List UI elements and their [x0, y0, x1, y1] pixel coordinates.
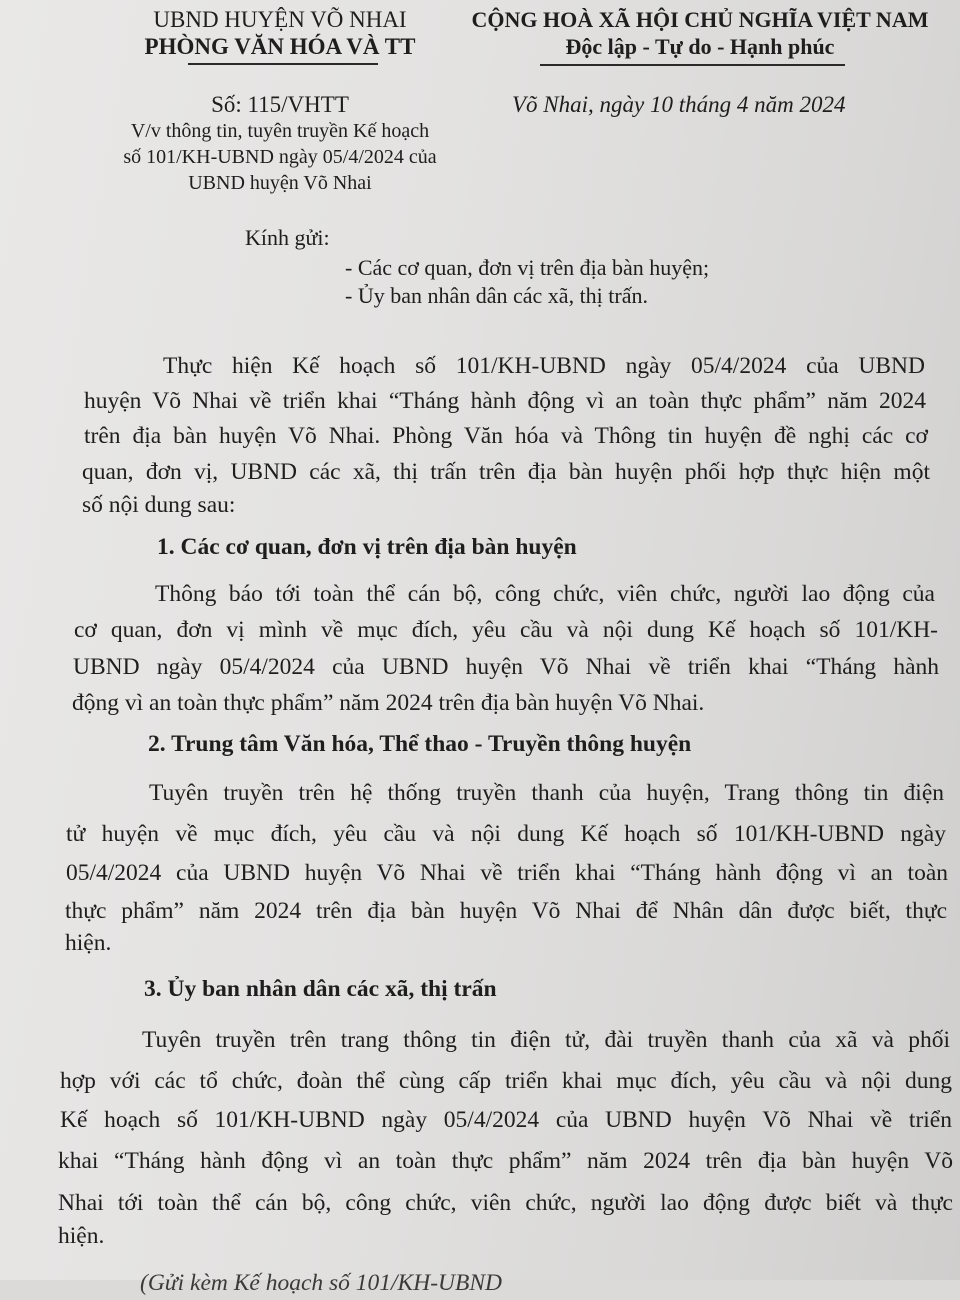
national-motto: Độc lập - Tự do - Hạnh phúc [565, 34, 835, 59]
recipient-item: - Ủy ban nhân dân các xã, thị trấn. [345, 283, 648, 308]
agency-underline [188, 63, 378, 65]
intro-line: huyện Võ Nhai về triển khai “Tháng hành động vì an toàn thực phẩm” năm 2024 [84, 388, 926, 414]
motto-underline [540, 64, 845, 66]
section-3-line: Nhai tới toàn thể cán bộ, công chức, viên chức, người lao động được biết và thực [58, 1190, 953, 1216]
section-3-line: hợp với các tổ chức, đoàn thể cùng cấp triển khai mục đích, yêu cầu và nội dung [60, 1068, 952, 1094]
document-number: Số: 115/VHTT [211, 92, 349, 117]
section-1-line: UBND ngày 05/4/2024 của UBND huyện Võ Nhai về triển khai “Tháng hành [73, 654, 939, 680]
section-2-line: 05/4/2024 của UBND huyện Võ Nhai về triển khai “Tháng hành động vì an toàn [66, 860, 948, 886]
intro-line: số nội dung sau: [82, 492, 236, 518]
subject-line-2: số 101/KH-UBND ngày 05/4/2024 của [123, 146, 437, 168]
intro-line: quan, đơn vị, UBND các xã, thị trấn trên địa bàn huyện phối hợp thực hiện một [82, 459, 930, 485]
recipients-label: Kính gửi: [245, 225, 330, 250]
subject-line-3: UBND huyện Võ Nhai [188, 172, 372, 194]
subject-line-1: V/v thông tin, tuyên truyền Kế hoạch [130, 120, 430, 142]
section-3-line: Tuyên truyền trên trang thông tin điện tử, đài truyền thanh của xã và phối [142, 1027, 950, 1053]
section-1-line: động vì an toàn thực phẩm” năm 2024 trên địa bàn huyện Võ Nhai. [72, 690, 705, 716]
section-heading-3: 3. Ủy ban nhân dân các xã, thị trấn [144, 976, 497, 1002]
footer-partial-line: (Gửi kèm Kế hoạch số 101/KH-UBND [140, 1270, 503, 1296]
section-heading-1: 1. Các cơ quan, đơn vị trên địa bàn huyện [157, 534, 577, 560]
section-1-line: cơ quan, đơn vị mình về mục đích, yêu cầu và nội dung Kế hoạch số 101/KH- [74, 617, 938, 643]
section-2-line: hiện. [65, 930, 112, 956]
section-heading-2: 2. Trung tâm Văn hóa, Thể thao - Truyền thông huyện [148, 731, 692, 757]
section-2-line: thực phẩm” năm 2024 trên địa bàn huyện Võ Nhai để Nhân dân được biết, thực [65, 898, 947, 924]
republic-title: CỘNG HOÀ XÃ HỘI CHỦ NGHĨA VIỆT NAM [471, 7, 929, 32]
intro-line: Thực hiện Kế hoạch số 101/KH-UBND ngày 05/4/2024 của UBND [163, 353, 925, 379]
section-3-line: khai “Tháng hành động vì an toàn thực phẩm” năm 2024 trên địa bàn huyện Võ [58, 1148, 953, 1174]
section-3-line: Kế hoạch số 101/KH-UBND ngày 05/4/2024 của UBND huyện Võ Nhai về triển [60, 1107, 952, 1133]
section-3-line: hiện. [58, 1223, 105, 1249]
intro-line: trên địa bàn huyện Võ Nhai. Phòng Văn hóa và Thông tin huyện đề nghị các cơ [84, 423, 928, 449]
place-date: Võ Nhai, ngày 10 tháng 4 năm 2024 [512, 92, 846, 117]
recipient-item: - Các cơ quan, đơn vị trên địa bàn huyện; [345, 255, 710, 280]
section-1-line: Thông báo tới toàn thể cán bộ, công chức, viên chức, người lao động của [155, 581, 935, 607]
agency-parent: UBND HUYỆN VÕ NHAI [153, 7, 407, 32]
section-2-line: tử huyện về mục đích, yêu cầu và nội dung Kế hoạch số 101/KH-UBND ngày [66, 821, 946, 847]
section-2-line: Tuyên truyền trên hệ thống truyền thanh của huyện, Trang thông tin điện [149, 780, 944, 806]
agency-name: PHÒNG VĂN HÓA VÀ TT [144, 34, 416, 59]
